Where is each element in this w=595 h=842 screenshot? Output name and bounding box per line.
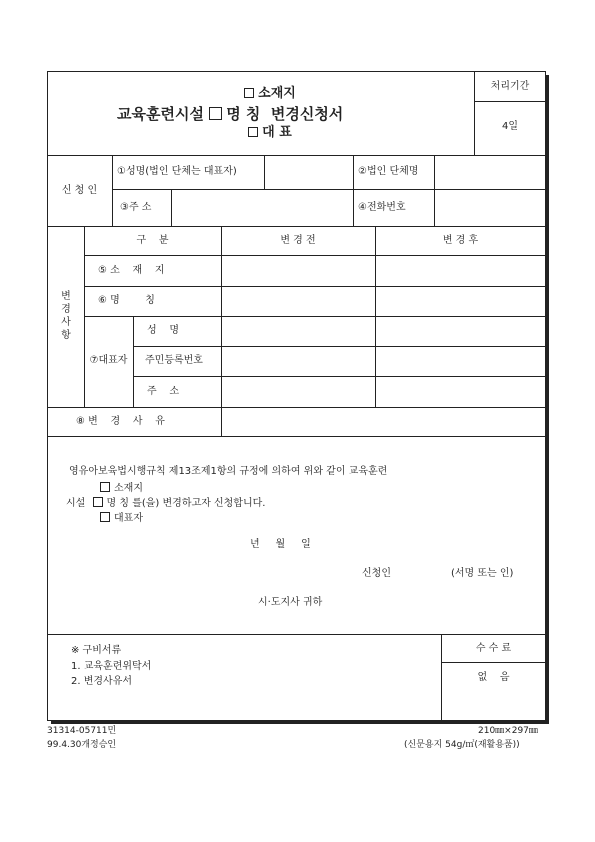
divider — [133, 316, 134, 407]
rep-label: ⑦대표자 — [89, 355, 128, 366]
divider — [441, 662, 546, 663]
attachment-item: 1. 교육훈련위탁서 — [71, 661, 152, 672]
paper-size: 210㎜×297㎜ — [478, 726, 538, 736]
statement-option-rep: 대표자 — [100, 512, 143, 525]
divider — [47, 226, 546, 227]
checkbox-icon[interactable] — [244, 88, 254, 98]
address-label: ③주 소 — [120, 202, 152, 213]
divider — [84, 255, 546, 256]
processing-value: 4일 — [501, 121, 519, 132]
checkbox-icon[interactable] — [100, 482, 110, 492]
col-before: 변 경 전 — [280, 235, 316, 246]
approval-date: 99.4.30개정승인 — [47, 740, 117, 750]
divider — [264, 155, 265, 189]
row-name: ⑥ 명 칭 — [98, 295, 155, 306]
page-title: 교육훈련시설 명 칭 변경신청서 — [117, 105, 344, 123]
checkbox-icon[interactable] — [100, 512, 110, 522]
fee-header: 수 수 료 — [475, 643, 512, 654]
divider — [133, 346, 546, 347]
reason-label: ⑧ 변 경 사 유 — [76, 416, 165, 427]
corp-label: ②법인 단체명 — [358, 166, 419, 177]
title-option-location: 소재지 — [230, 85, 310, 103]
checkbox-icon[interactable] — [248, 127, 258, 137]
statement-option-location: 소재지 — [100, 482, 143, 495]
divider — [112, 155, 113, 226]
row-rep-name: 성 명 — [147, 325, 180, 336]
addressee: 시·도지사 귀하 — [258, 597, 323, 608]
date-line: 년 월 일 — [250, 539, 311, 550]
divider — [133, 376, 546, 377]
divider — [47, 634, 546, 635]
form-code: 31314-05711민 — [47, 726, 117, 736]
row-location: ⑤ 소 재 지 — [98, 265, 165, 276]
applicant-sign-label: 신청인 — [362, 568, 391, 579]
divider — [221, 226, 222, 436]
divider — [353, 155, 354, 226]
col-after: 변 경 후 — [442, 235, 479, 246]
attachments-header: ※ 구비서류 — [71, 645, 122, 656]
divider — [171, 189, 172, 226]
divider — [84, 316, 546, 317]
paper-type: (신문용지 54g/㎡(재활용품)) — [404, 740, 520, 750]
col-category: 구 분 — [136, 235, 169, 246]
form-shadow-right — [546, 75, 549, 724]
processing-header: 처리기간 — [490, 81, 530, 92]
divider — [434, 155, 435, 226]
name-label: ①성명(법인 단체는 대표자) — [117, 166, 237, 177]
row-rep-id: 주민등록번호 — [145, 355, 203, 366]
statement-line2: 시설 명 칭 를(을) 변경하고자 신청합니다. — [66, 498, 266, 509]
applicant-label: 신 청 인 — [61, 185, 98, 196]
divider — [47, 155, 546, 156]
statement-line1: 영유아보육법시행규칙 제13조제1항의 규정에 의하여 위와 같이 교육훈련 — [69, 466, 388, 477]
divider — [47, 407, 546, 408]
form-shadow-bottom — [51, 721, 549, 724]
signature-label: (서명 또는 인) — [451, 568, 514, 579]
divider — [474, 101, 546, 102]
phone-label: ④전화번호 — [358, 202, 406, 213]
checkbox-icon[interactable] — [209, 107, 222, 120]
fee-value: 없 음 — [477, 672, 510, 683]
attachment-item: 2. 변경사유서 — [71, 676, 133, 687]
changes-label: 변경사항 — [61, 291, 71, 341]
divider — [47, 436, 546, 437]
title-option-rep: 대 표 — [230, 124, 310, 142]
checkbox-icon[interactable] — [93, 497, 103, 507]
row-rep-address: 주 소 — [147, 386, 180, 397]
divider — [84, 286, 546, 287]
divider — [112, 189, 546, 190]
